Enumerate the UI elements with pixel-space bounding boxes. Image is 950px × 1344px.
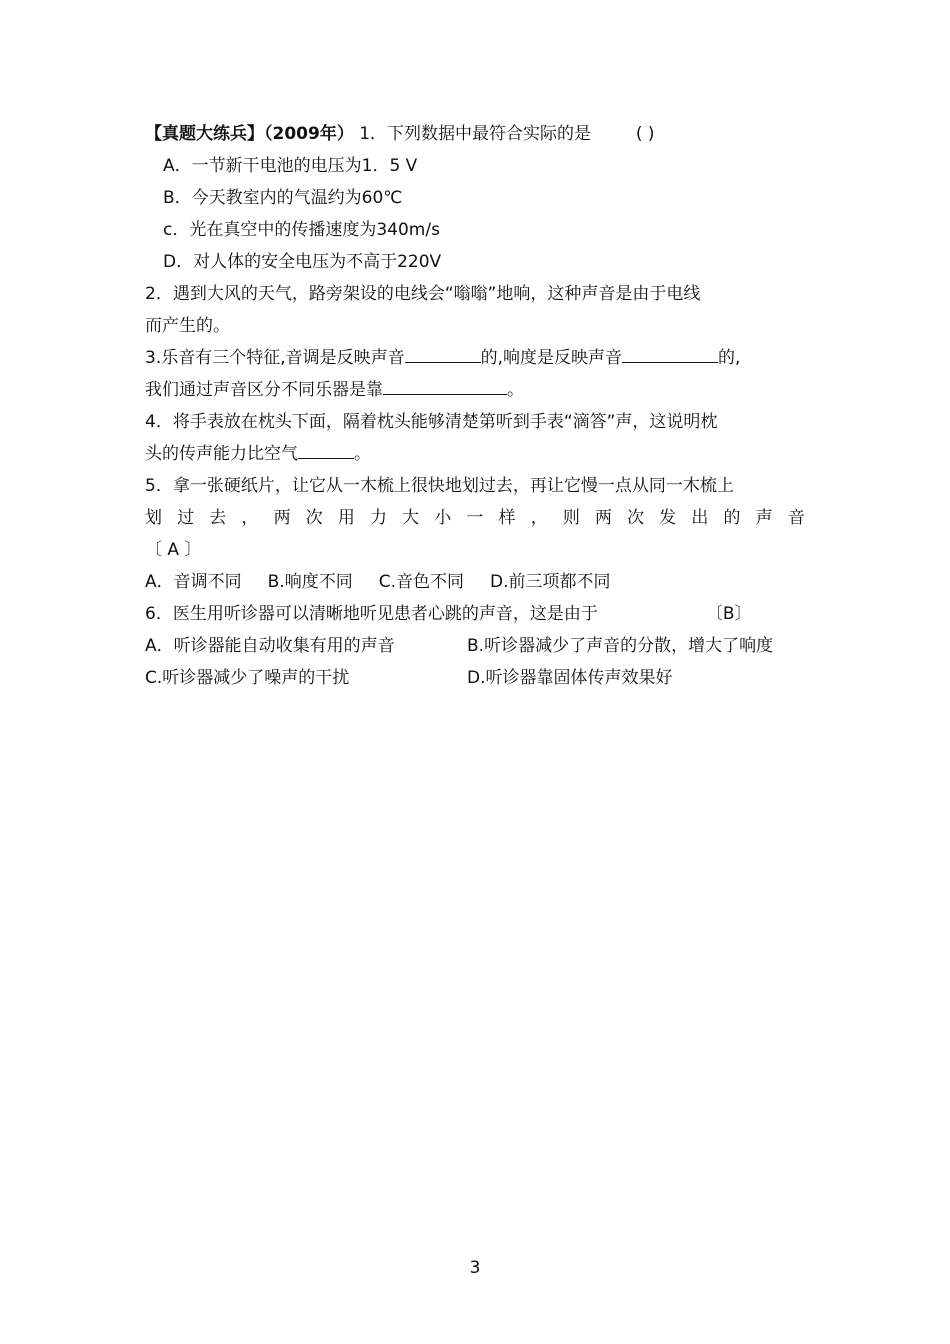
q5-char: 音 [787, 508, 805, 528]
q3-line-1 [145, 342, 810, 374]
q5-line-2 [145, 502, 805, 534]
q5-char: 小 [434, 508, 452, 528]
q3-blank-3 [383, 376, 507, 395]
q5-char: 去 [209, 508, 227, 528]
q5-char: 两 [594, 508, 612, 528]
q5-char: 的 [723, 508, 741, 528]
q5-char: 发 [659, 508, 677, 528]
q6-stem-line [145, 598, 810, 630]
q5-option-b: B.响度不同 [267, 572, 353, 592]
q5-char: 声 [755, 508, 773, 528]
q5-char: 次 [305, 508, 323, 528]
q5-option-a: A．音调不同 [145, 572, 242, 592]
q5-char: 出 [691, 508, 709, 528]
q3-line-2 [145, 374, 810, 406]
q5-option-c: C.音色不同 [378, 572, 464, 592]
q6-stem: 6．医生用听诊器可以清晰地听见患者心跳的声音，这是由于 [145, 604, 598, 624]
q4-line-2 [145, 438, 810, 470]
q3-text-2: 的,响度是反映声音 [480, 348, 623, 368]
year-label: （2009年） [264, 124, 354, 144]
q5-char: ， [530, 508, 548, 528]
q3-text-3: 的, [718, 348, 741, 368]
q6-option-c: C.听诊器减少了噪声的干扰 [145, 668, 350, 688]
q5-answer: 〔 A 〕 [145, 540, 202, 560]
q5-char: 样 [498, 508, 516, 528]
q5-char: 力 [369, 508, 387, 528]
q3-text-5: 。 [507, 380, 524, 400]
q4-text-1: 头的传声能力比空气 [145, 444, 298, 464]
q5-options-line [145, 566, 810, 598]
q2-line-1: 2．遇到大风的天气，路旁架设的电线会“嗡嗡”地响，这种声音是由于电线 [145, 284, 701, 304]
q5-char: 大 [402, 508, 420, 528]
q5-char: 次 [627, 508, 645, 528]
q4-line-1: 4．将手表放在枕头下面，隔着枕头能够清楚第听到手表“滴答”声，这说明枕 [145, 412, 718, 432]
q1-option-d: D．对人体的安全电压为不高于220V [163, 252, 442, 272]
q6-option-b: B.听诊器减少了声音的分散，增大了响度 [467, 636, 774, 656]
q3-blank-1 [405, 344, 481, 363]
q4-text-2: 。 [354, 444, 371, 464]
q6-option-d: D.听诊器靠固体传声效果好 [467, 668, 673, 688]
q1-stem: 1．下列数据中最符合实际的是 [359, 124, 592, 144]
q3-blank-2 [622, 344, 718, 363]
q6-options-row-2 [145, 662, 810, 694]
q2-line-2: 而产生的。 [145, 316, 230, 336]
q5-char: 则 [562, 508, 580, 528]
q5-char: 划 [145, 508, 162, 528]
section-label: 【真题大练兵】 [145, 124, 264, 144]
question-content [145, 118, 810, 726]
q6-answer: 〔B〕 [705, 604, 752, 624]
q5-option-d: D.前三项都不同 [490, 572, 611, 592]
q5-char: ， [241, 508, 259, 528]
q3-text-4: 我们通过声音区分不同乐器是靠 [145, 380, 383, 400]
q5-line-1: 5．拿一张硬纸片，让它从一木梳上很快地划过去，再让它慢一点从同一木梳上 [145, 476, 734, 496]
q1-answer-bracket: ( ) [635, 124, 655, 144]
q1-option-a: A．一节新干电池的电压为1．5 V [163, 156, 418, 176]
q1-option-b: B．今天教室内的气温约为60℃ [163, 188, 403, 208]
q5-char: 一 [466, 508, 484, 528]
q5-char: 过 [177, 508, 195, 528]
q3-text-1: 3.乐音有三个特征,音调是反映声音 [145, 348, 405, 368]
q5-char: 两 [273, 508, 291, 528]
page-number: 3 [469, 1258, 481, 1278]
q1-option-c: c．光在真空中的传播速度为340m/s [163, 220, 440, 240]
q5-char: 用 [337, 508, 355, 528]
q6-options-row-1 [145, 630, 810, 662]
q1-stem-line [145, 118, 810, 150]
q6-option-a: A．听诊器能自动收集有用的声音 [145, 636, 395, 656]
q4-blank [298, 440, 354, 459]
stray-glyph [145, 694, 810, 726]
